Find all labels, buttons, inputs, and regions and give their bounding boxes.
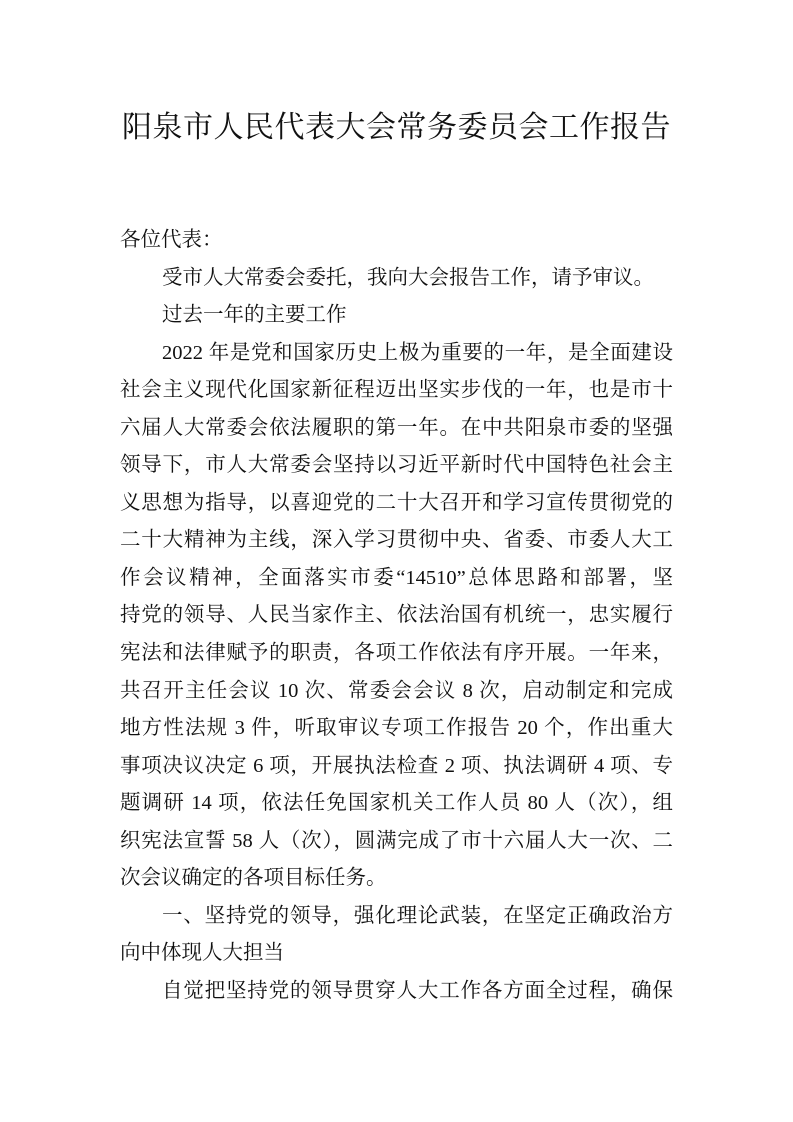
paragraph-line: 受市人大常委会委托，我向大会报告工作，请予审议。 — [162, 266, 654, 289]
document-body — [120, 222, 673, 1010]
paragraph-party-leadership — [120, 973, 673, 1011]
document-title: 阳泉市人民代表大会常务委员会工作报告 — [122, 111, 671, 144]
paragraph-line: 题调研 14 项，依法任免国家机关工作人员 80 人（次），组 — [120, 792, 673, 815]
paragraph-line: 地方性法规 3 件，听取审议专项工作报告 20 个，作出重大 — [120, 717, 673, 740]
paragraph-line: 事项决议决定 6 项，开展执法检查 2 项、执法调研 4 项、专 — [120, 754, 673, 777]
section-heading-one — [120, 898, 673, 973]
paragraph-line: 自觉把坚持党的领导贯穿人大工作各方面全过程，确保 — [162, 979, 673, 1002]
paragraph-line: 过去一年的主要工作 — [162, 304, 347, 327]
paragraph-line: 二十大精神为主线，深入学习贯彻中央、省委、市委人大工 — [120, 529, 673, 552]
salutation: 各位代表： — [120, 229, 223, 251]
section-heading-past-year — [120, 297, 673, 335]
paragraph-line: 2022 年是党和国家历史上极为重要的一年，是全面建设 — [162, 341, 673, 364]
paragraph-summary — [120, 335, 673, 898]
paragraph-line: 共召开主任会议 10 次、常委会会议 8 次，启动制定和完成 — [120, 679, 673, 702]
paragraph-intro — [120, 260, 673, 298]
paragraph-line: 社会主义现代化国家新征程迈出坚实步伐的一年，也是市十 — [120, 379, 673, 402]
paragraph-line: 持党的领导、人民当家作主、依法治国有机统一，忠实履行 — [120, 604, 673, 627]
paragraph-line: 织宪法宣誓 58 人（次），圆满完成了市十六届人大一次、二 — [120, 829, 673, 852]
paragraph-line: 六届人大常委会依法履职的第一年。在中共阳泉市委的坚强 — [120, 416, 673, 439]
paragraph-line: 义思想为指导，以喜迎党的二十大召开和学习宣传贯彻党的 — [120, 491, 673, 514]
paragraph-line: 作会议精神，全面落实市委“14510”总体思路和部署，坚 — [120, 566, 673, 589]
paragraph-line: 向中体现人大担当 — [120, 942, 284, 965]
paragraph-line: 一、坚持党的领导，强化理论武装，在坚定正确政治方 — [162, 904, 673, 927]
paragraph-line: 领导下，市人大常委会坚持以习近平新时代中国特色社会主 — [120, 454, 673, 477]
paragraph-line: 宪法和法律赋予的职责，各项工作依法有序开展。一年来， — [120, 642, 673, 665]
paragraph-line: 次会议确定的各项目标任务。 — [120, 867, 387, 890]
